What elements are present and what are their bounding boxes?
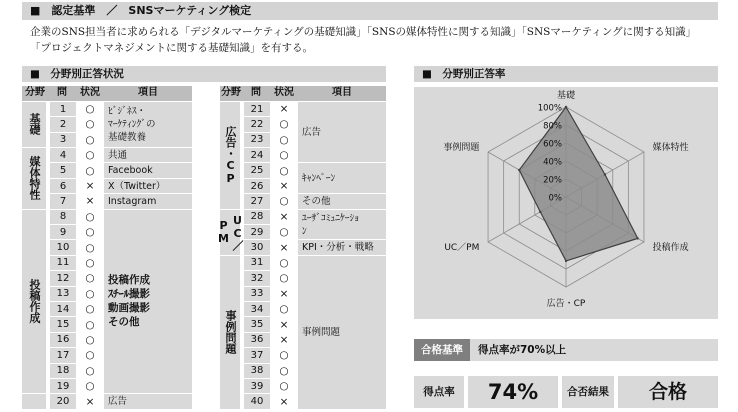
question-number: 9 (48, 225, 76, 240)
radar-axis-label: 広告・CP (546, 299, 586, 309)
answer-status-mark: ○ (270, 378, 298, 393)
header-field: 分野 (220, 86, 242, 101)
question-number: 5 (48, 163, 76, 178)
score-rate-value: 74% (468, 376, 558, 408)
header-question: 問 (242, 86, 270, 101)
topic-item-cell: ｷｬﾝﾍﾟｰﾝ (298, 163, 386, 194)
answer-status-mark: ○ (76, 286, 104, 301)
question-number: 16 (48, 332, 76, 347)
answer-status-mark: ○ (76, 363, 104, 378)
topic-item-cell: 広告 (104, 394, 192, 409)
answer-status-mark: ○ (76, 301, 104, 316)
answer-status-mark: ○ (270, 132, 298, 147)
question-number: 10 (48, 240, 76, 255)
question-number: 28 (242, 209, 270, 224)
answer-status-mark: × (76, 394, 104, 409)
radar-data-point (539, 211, 541, 213)
header-question: 問 (48, 86, 76, 101)
radar-axis-label: 投稿作成 (652, 243, 689, 253)
radar-data-point (604, 173, 606, 175)
radar-tick-label: 60% (543, 139, 562, 150)
topic-item-cell: ﾕｰｻﾞｺﾐｭﾆｹｰｼｮ ﾝ (298, 209, 386, 240)
answer-status-mark: × (270, 240, 298, 255)
radar-tick-label: 0% (548, 193, 562, 204)
answer-status-mark: ○ (76, 132, 104, 147)
question-number: 37 (242, 348, 270, 363)
answer-status-mark: ○ (76, 271, 104, 286)
table-row (22, 178, 192, 193)
question-number: 12 (48, 271, 76, 286)
field-category-cell: 基礎 (22, 101, 48, 147)
pass-criteria-value: 得点率が70%以上 (470, 339, 718, 361)
answer-status-mark: × (270, 394, 298, 409)
answer-status-mark: × (270, 332, 298, 347)
answer-status-mark: ○ (270, 301, 298, 316)
header-item: 項目 (298, 86, 386, 101)
answer-status-mark: × (270, 209, 298, 224)
answer-status-mark: ○ (76, 255, 104, 270)
topic-item-cell: 広告 (298, 101, 386, 163)
question-number: 17 (48, 348, 76, 363)
answer-status-mark: ○ (270, 348, 298, 363)
question-number: 4 (48, 148, 76, 163)
topic-item-cell: その他 (298, 194, 386, 209)
description-line-1: 企業のSNS担当者に求められる「デジタルマーケティングの基礎知識」「SNSの媒体特性に関する知識」「SNSマーケティングに関する知識」 (30, 26, 697, 38)
table-row (220, 240, 386, 255)
table-row (22, 209, 192, 224)
radar-chart-panel (414, 87, 718, 319)
answer-status-mark: × (270, 101, 298, 116)
answer-status-mark: × (76, 194, 104, 209)
radar-axis-label: 事例問題 (443, 143, 480, 153)
field-category-cell: 広告・CP (220, 101, 242, 209)
topic-item-cell: KPI・分析・戦略 (298, 240, 386, 255)
table-row (220, 163, 386, 178)
question-number: 20 (48, 394, 76, 409)
question-number: 22 (242, 117, 270, 132)
answer-status-mark: ○ (76, 117, 104, 132)
topic-item-cell: ﾋﾞｼﾞﾈｽ・ ﾏｰｹﾃｨﾝｸﾞの 基礎教養 (104, 101, 192, 147)
field-category-cell: 事例問題 (220, 255, 242, 409)
radar-axis-label: UC／PM (444, 243, 480, 253)
question-number: 15 (48, 317, 76, 332)
question-number: 31 (242, 255, 270, 270)
question-number: 13 (48, 286, 76, 301)
question-number: 34 (242, 301, 270, 316)
topic-item-cell: 事例問題 (298, 255, 386, 409)
answer-status-mark: ○ (76, 378, 104, 393)
question-number: 21 (242, 101, 270, 116)
answer-status-mark: ○ (270, 117, 298, 132)
radar-data-point (565, 260, 567, 262)
table-row (220, 255, 386, 270)
question-number: 3 (48, 132, 76, 147)
table-header-row (220, 86, 386, 101)
table-row (220, 194, 386, 209)
description-line-2: 「プロジェクトマネジメントに関する基礎知識」を有する。 (30, 42, 313, 54)
answer-status-mark: ○ (270, 225, 298, 240)
table-row (22, 194, 192, 209)
question-number: 23 (242, 132, 270, 147)
answer-status-mark: × (270, 178, 298, 193)
certification-header: ■ 認定基準 ／ SNSマーケティング検定 (22, 2, 718, 20)
question-number: 25 (242, 163, 270, 178)
question-number: 19 (48, 378, 76, 393)
topic-item-cell: X（Twitter） (104, 178, 192, 193)
radar-chart (414, 87, 718, 319)
topic-item-cell: Instagram (104, 194, 192, 209)
question-number: 11 (48, 255, 76, 270)
question-number: 35 (242, 317, 270, 332)
table-row (22, 163, 192, 178)
answer-status-mark: ○ (76, 148, 104, 163)
pass-criteria-label: 合格基準 (414, 339, 470, 361)
radar-tick-label: 20% (543, 175, 562, 186)
field-category-cell: 投稿作成 (22, 209, 48, 394)
result-label: 合否結果 (562, 376, 614, 408)
field-category-cell: UC／PM (220, 209, 242, 255)
topic-item-cell: 共通 (104, 148, 192, 163)
radar-data-area (519, 107, 637, 261)
radar-axis-label: 媒体特性 (652, 143, 689, 153)
answer-status-mark: ○ (76, 163, 104, 178)
score-rate-label: 得点率 (414, 376, 464, 408)
certification-description (30, 24, 720, 56)
question-number: 8 (48, 209, 76, 224)
table-row (220, 101, 386, 116)
result-value: 合格 (618, 376, 718, 408)
radar-axis-label: 基礎 (556, 91, 576, 101)
question-number: 27 (242, 194, 270, 209)
question-number: 2 (48, 117, 76, 132)
radar-data-point (565, 106, 567, 108)
question-number: 33 (242, 286, 270, 301)
table-row (22, 394, 192, 409)
topic-item-cell: 投稿作成 ｽﾁｰﾙ撮影 動画撮影 その他 (104, 209, 192, 394)
score-result-row (414, 376, 718, 408)
question-number: 29 (242, 225, 270, 240)
question-number: 32 (242, 271, 270, 286)
radar-tick-label: 80% (543, 121, 562, 132)
answer-status-mark: ○ (76, 225, 104, 240)
question-number: 6 (48, 178, 76, 193)
answer-status-mark: × (76, 178, 104, 193)
answer-status-mark: × (270, 286, 298, 301)
radar-data-point (518, 169, 520, 171)
answer-status-mark: ○ (76, 101, 104, 116)
section-title-field-rate: ■ 分野別正答率 (414, 66, 718, 82)
question-number: 1 (48, 101, 76, 116)
answer-table-right (217, 86, 386, 410)
radar-data-point (637, 237, 639, 239)
question-number: 26 (242, 178, 270, 193)
question-number: 39 (242, 378, 270, 393)
table-row (22, 101, 192, 116)
table-row (22, 148, 192, 163)
answer-status-mark: ○ (270, 363, 298, 378)
radar-tick-label: 100% (537, 103, 562, 114)
answer-status-mark: ○ (76, 332, 104, 347)
field-category-cell: 媒体特性 (22, 148, 48, 210)
answer-status-mark: ○ (270, 271, 298, 286)
table-row (220, 209, 386, 224)
answer-status-mark: ○ (270, 255, 298, 270)
answer-status-mark: ○ (270, 148, 298, 163)
answer-table-left (22, 86, 192, 410)
header-item: 項目 (104, 86, 192, 101)
header-status: 状況 (270, 86, 298, 101)
header-status: 状況 (76, 86, 104, 101)
question-number: 38 (242, 363, 270, 378)
question-number: 7 (48, 194, 76, 209)
question-number: 40 (242, 394, 270, 409)
section-title-field-status: ■ 分野別正答状況 (22, 66, 386, 82)
question-number: 24 (242, 148, 270, 163)
answer-status-mark: ○ (270, 163, 298, 178)
pass-criteria-row (414, 339, 718, 361)
answer-status-mark: × (270, 317, 298, 332)
question-number: 36 (242, 332, 270, 347)
question-number: 14 (48, 301, 76, 316)
topic-item-cell: Facebook (104, 163, 192, 178)
question-number: 18 (48, 363, 76, 378)
table-header-row (22, 86, 192, 101)
radar-tick-label: 40% (543, 157, 562, 168)
answer-status-mark: ○ (76, 209, 104, 224)
answer-status-mark: ○ (76, 317, 104, 332)
field-category-cell (22, 394, 48, 409)
answer-status-mark: ○ (270, 194, 298, 209)
header-field: 分野 (22, 86, 48, 101)
answer-status-mark: ○ (76, 240, 104, 255)
question-number: 30 (242, 240, 270, 255)
answer-status-mark: ○ (76, 348, 104, 363)
